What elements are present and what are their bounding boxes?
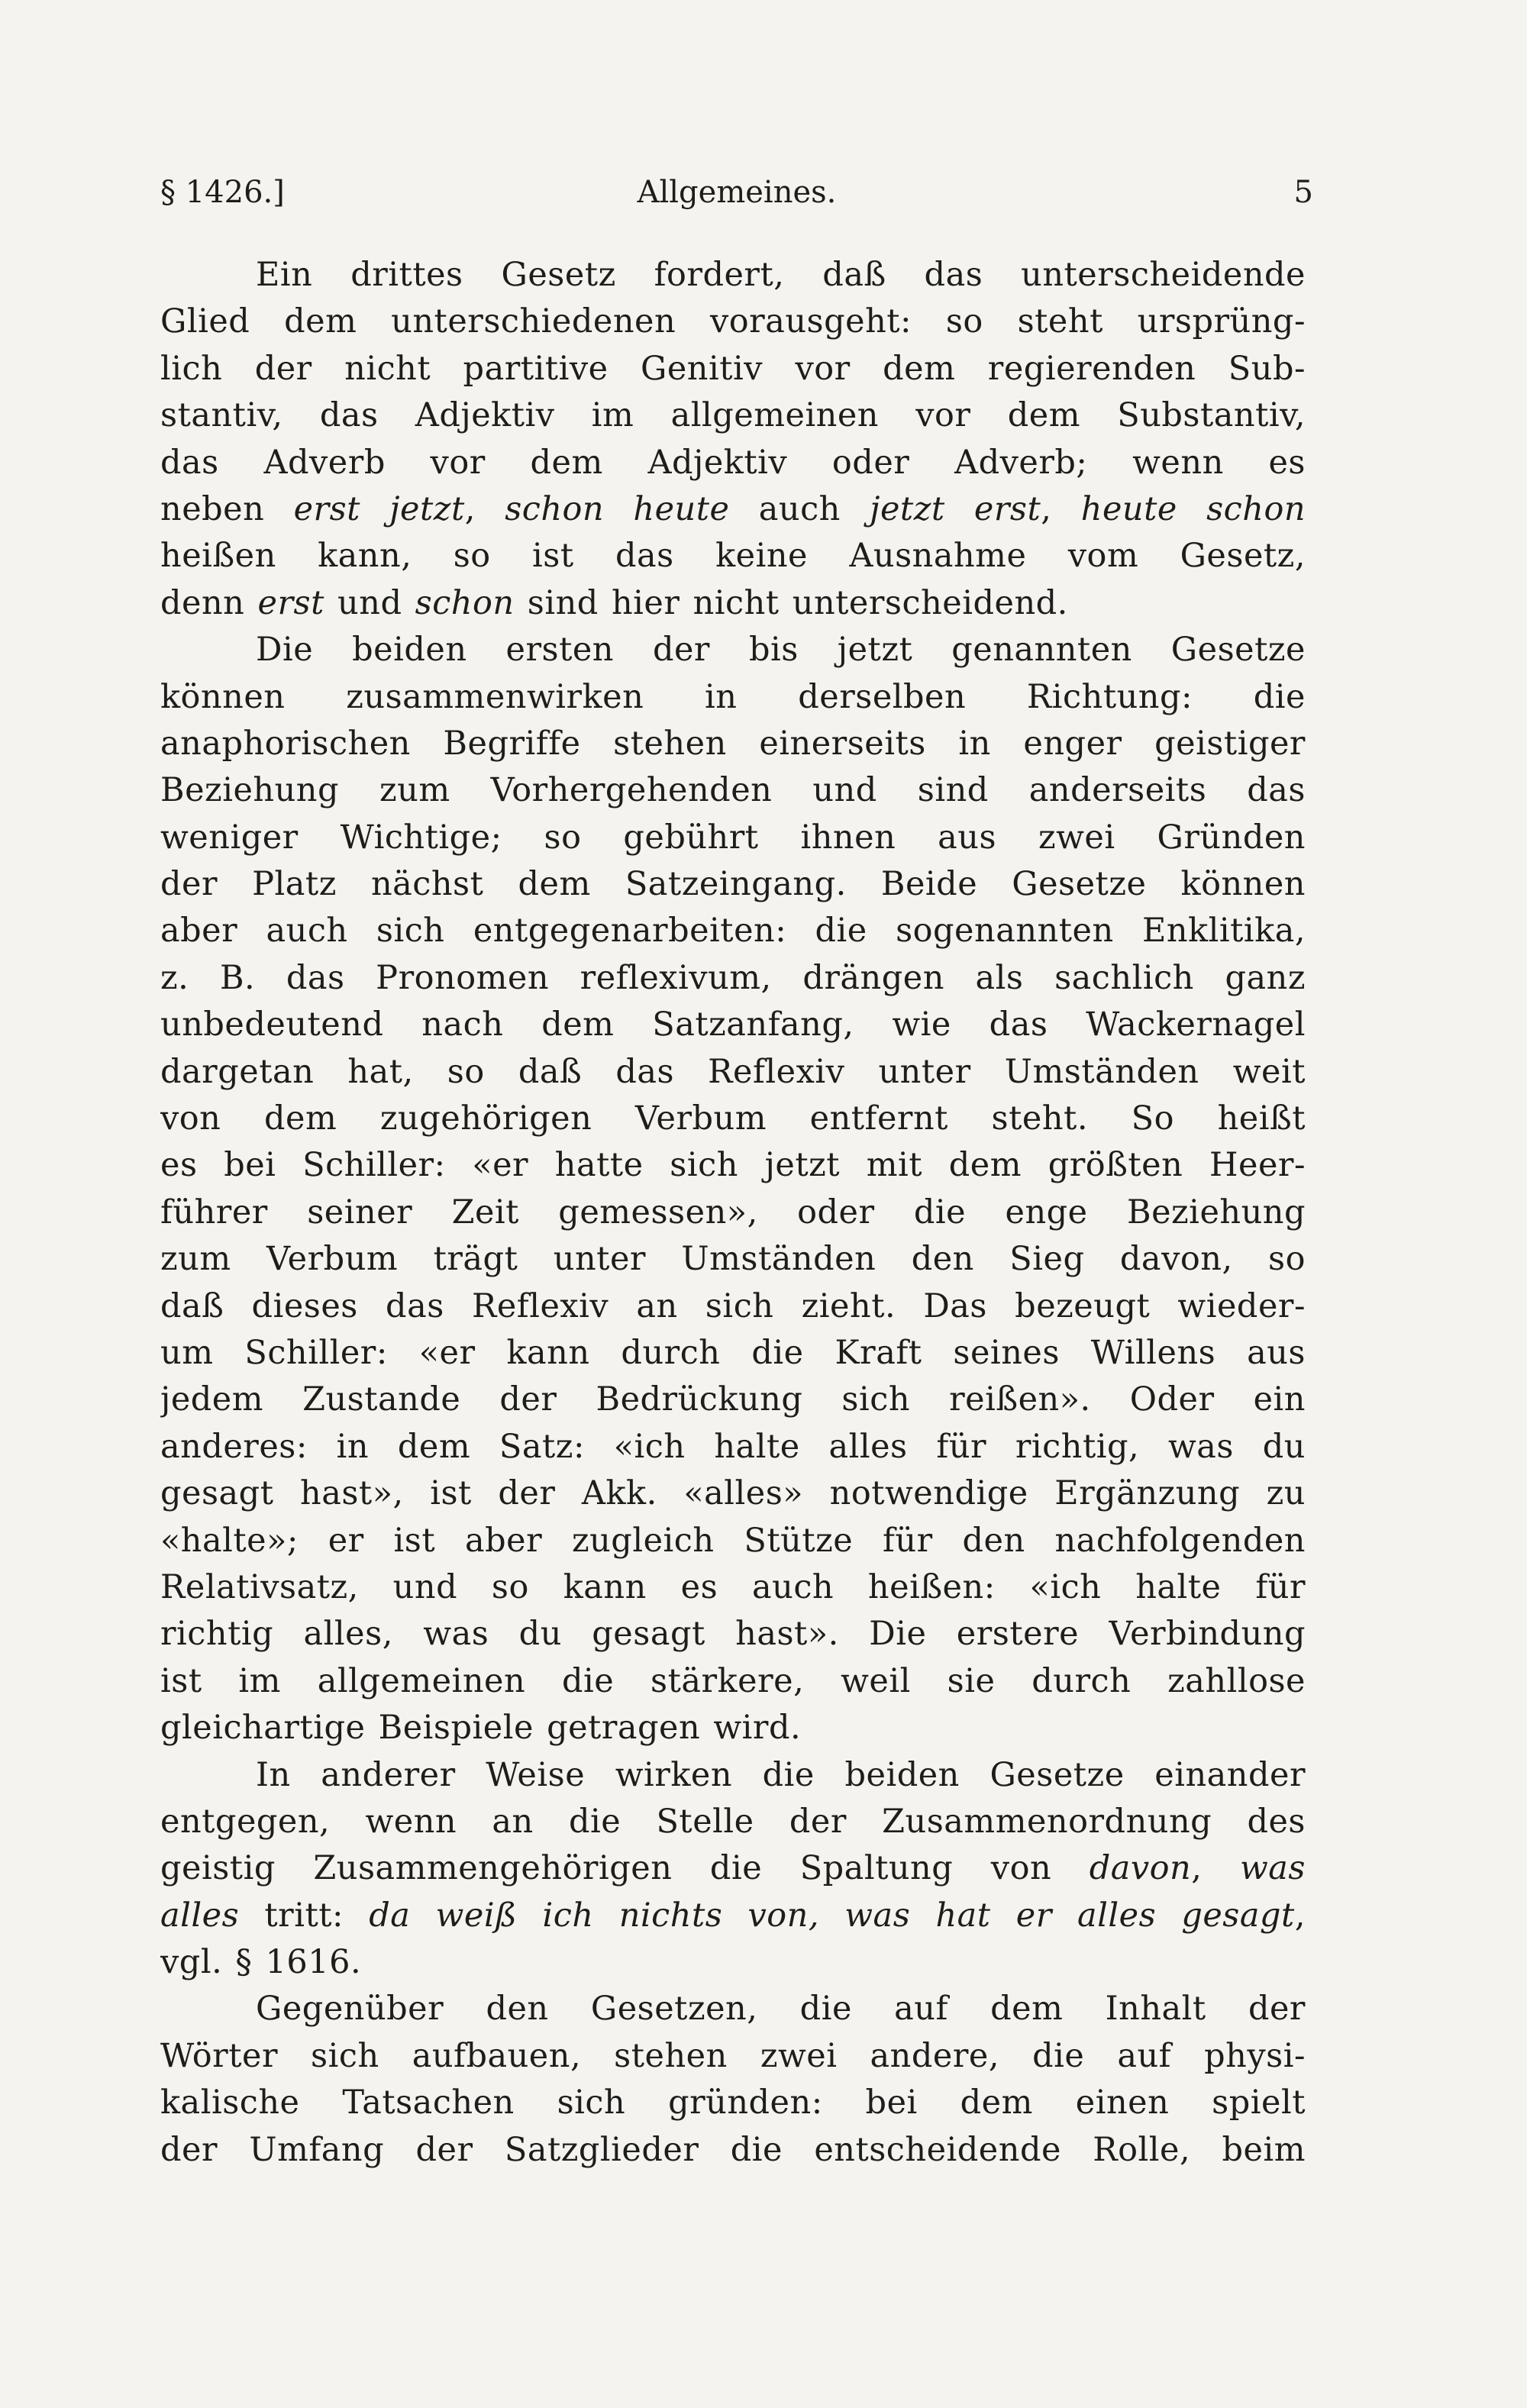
italic-example: erst jetzt bbox=[293, 489, 465, 528]
italic-example: da weiß ich nichts von, was hat er alles gesagt bbox=[369, 1896, 1295, 1935]
italic-example: erst bbox=[257, 583, 324, 622]
text-line: entgegen, wenn an die Stelle der Zusammenordnung des bbox=[160, 1802, 1306, 1841]
text-line: unbedeutend nach dem Satzanfang, wie das Wackernagel bbox=[160, 1005, 1306, 1044]
italic-example: alles bbox=[160, 1896, 240, 1935]
text-line: denn erst und schon sind hier nicht unterscheidend. bbox=[160, 583, 1068, 622]
italic-example: davon bbox=[1089, 1849, 1192, 1888]
paragraph-4 bbox=[160, 1986, 1306, 2174]
italic-example: schon bbox=[415, 583, 515, 622]
text-line: alles tritt: da weiß ich nichts von, was hat er alles gesagt, bbox=[160, 1896, 1306, 1935]
text-line: geistig Zusammengehörigen die Spaltung von davon, was bbox=[160, 1849, 1306, 1888]
text-line: Gegenüber den Gesetzen, die auf dem Inhalt der bbox=[256, 1990, 1306, 2029]
text-line: dargetan hat, so daß das Reflexiv unter Umständen weit bbox=[160, 1052, 1306, 1091]
text-line: gleichartige Beispiele getragen wird. bbox=[160, 1709, 802, 1748]
text-line: anderes: in dem Satz: «ich halte alles für richtig, was du bbox=[160, 1427, 1306, 1466]
text-line: vgl. § 1616. bbox=[160, 1943, 362, 1982]
text-line: jedem Zustande der Bedrückung sich reißen». Oder ein bbox=[160, 1380, 1306, 1419]
text-line: Beziehung zum Vorhergehenden und sind anderseits das bbox=[160, 771, 1306, 810]
text-line: In anderer Weise wirken die beiden Gesetze einander bbox=[256, 1755, 1306, 1794]
text-line: Ein drittes Gesetz fordert, daß das unterscheidende bbox=[256, 256, 1306, 294]
text-line: es bei Schiller: «er hatte sich jetzt mit dem größten Heer- bbox=[160, 1146, 1306, 1185]
text-line: neben erst jetzt, schon heute auch jetzt erst, heute schon bbox=[160, 489, 1306, 528]
paragraph-2 bbox=[160, 627, 1306, 1751]
text-line: anaphorischen Begriffe stehen einerseits in enger geistiger bbox=[160, 724, 1306, 763]
text-line: führer seiner Zeit gemessen», oder die enge Beziehung bbox=[160, 1193, 1306, 1231]
text-line: «halte»; er ist aber zugleich Stütze für den nachfolgenden bbox=[160, 1521, 1306, 1560]
paragraph-3 bbox=[160, 1752, 1306, 1987]
text-line: kalische Tatsachen sich gründen: bei dem einen spielt bbox=[160, 2084, 1306, 2122]
text-line: daß dieses das Reflexiv an sich zieht. Das bezeugt wieder- bbox=[160, 1286, 1306, 1325]
text-line: lich der nicht partitive Genitiv vor dem regierenden Sub- bbox=[160, 349, 1306, 388]
italic-example: heute schon bbox=[1080, 489, 1306, 528]
text-line: das Adverb vor dem Adjektiv oder Adverb; wenn es bbox=[160, 443, 1306, 482]
text-line: stantiv, das Adjektiv im allgemeinen vor dem Substantiv, bbox=[160, 396, 1306, 435]
italic-example: jetzt erst bbox=[870, 489, 1041, 528]
text-line: Wörter sich aufbauen, stehen zwei andere, die auf physi- bbox=[160, 2036, 1306, 2075]
text-line: z. B. das Pronomen reflexivum, drängen als sachlich ganz bbox=[160, 958, 1306, 997]
text-line: gesagt hast», ist der Akk. «alles» notwendige Ergänzung zu bbox=[160, 1474, 1306, 1513]
text-line: der Umfang der Satzglieder die entscheidende Rolle, beim bbox=[160, 2130, 1306, 2169]
text-line: von dem zugehörigen Verbum entfernt steht. So heißt bbox=[160, 1099, 1306, 1138]
text-line: heißen kann, so ist das keine Ausnahme vom Gesetz, bbox=[160, 537, 1306, 576]
text-line: weniger Wichtige; so gebührt ihnen aus zwei Gründen bbox=[160, 818, 1306, 857]
text-line: Die beiden ersten der bis jetzt genannten Gesetze bbox=[256, 631, 1306, 670]
body-text bbox=[160, 252, 1306, 2174]
text-line: aber auch sich entgegenarbeiten: die sogenannten Enklitika, bbox=[160, 912, 1306, 951]
text-line: Relativsatz, und so kann es auch heißen: «ich halte für bbox=[160, 1567, 1306, 1606]
text-line: zum Verbum trägt unter Umständen den Sieg davon, so bbox=[160, 1240, 1306, 1279]
italic-example: schon heute bbox=[505, 489, 730, 528]
running-header bbox=[160, 169, 1313, 215]
text-line: der Platz nächst dem Satzeingang. Beide Gesetze können bbox=[160, 865, 1306, 904]
header-section-ref: § 1426.] bbox=[160, 175, 285, 210]
text-line: richtig alles, was du gesagt hast». Die erstere Verbindung bbox=[160, 1615, 1306, 1654]
paragraph-1 bbox=[160, 252, 1306, 627]
text-line: ist im allgemeinen die stärkere, weil sie durch zahllose bbox=[160, 1661, 1306, 1700]
text-line: um Schiller: «er kann durch die Kraft seines Willens aus bbox=[160, 1333, 1306, 1372]
text-line: Glied dem unterschiedenen vorausgeht: so steht ursprüng- bbox=[160, 302, 1306, 341]
header-title: Allgemeines. bbox=[637, 175, 837, 210]
page-number: 5 bbox=[1293, 175, 1313, 210]
text-line: können zusammenwirken in derselben Richtung: die bbox=[160, 677, 1306, 716]
italic-example: was bbox=[1239, 1849, 1306, 1888]
